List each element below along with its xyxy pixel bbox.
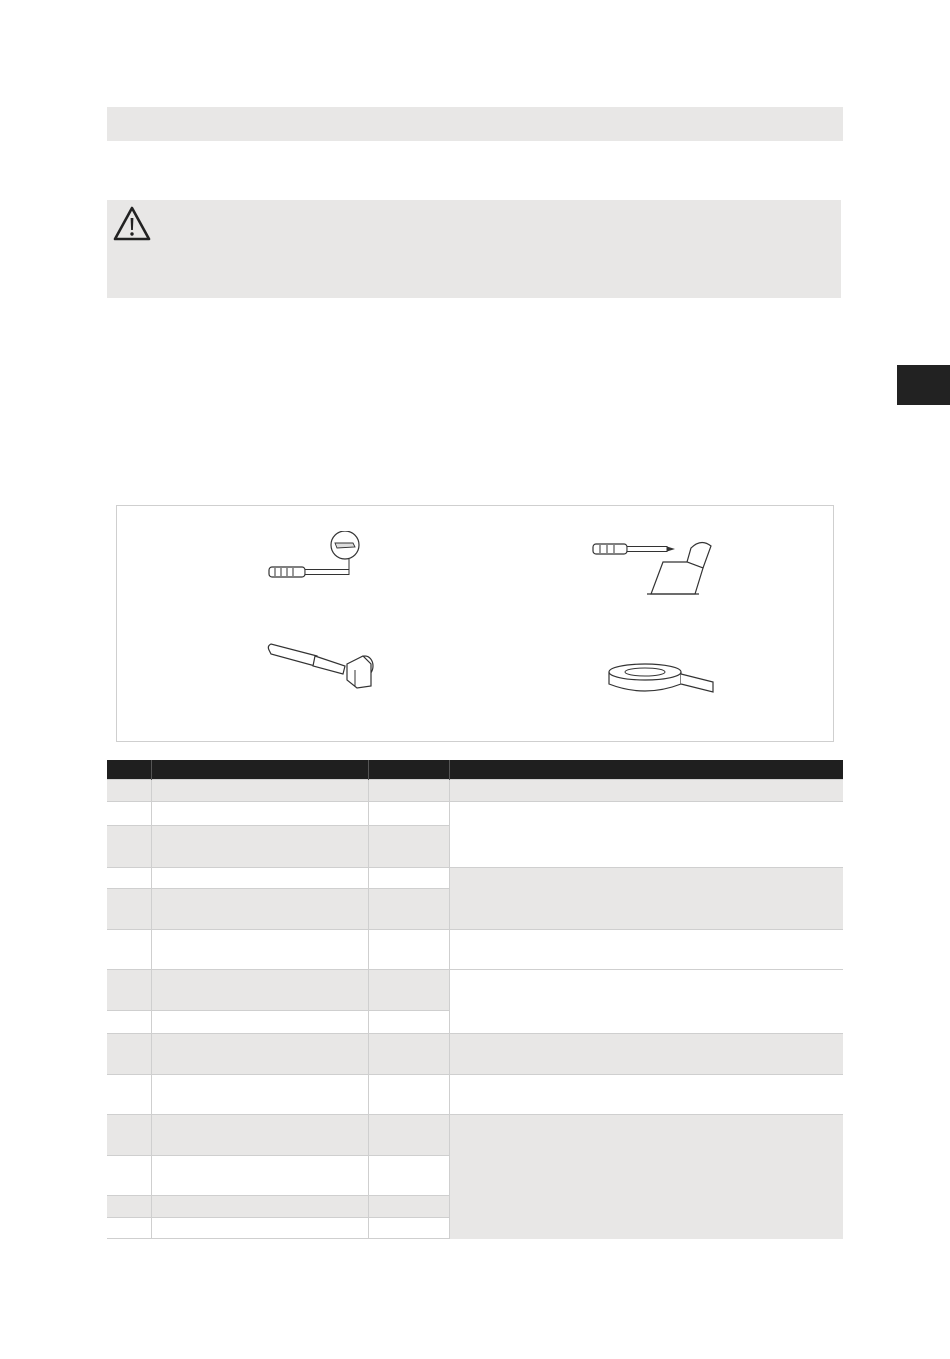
tool-insulation-tape — [607, 658, 717, 698]
row-note — [449, 970, 843, 1034]
row-qty — [368, 1218, 449, 1239]
table-header-row — [107, 760, 843, 780]
chapter-side-tab — [897, 365, 950, 405]
row-name — [151, 1075, 368, 1115]
warning-box — [107, 200, 841, 298]
row-name — [151, 868, 368, 889]
row-number — [107, 1034, 151, 1075]
parts-table — [107, 760, 843, 1239]
tool-mallet — [267, 636, 387, 696]
row-number — [107, 1156, 151, 1196]
row-number — [107, 780, 151, 802]
screwdriver-crimp-icon — [591, 534, 721, 604]
row-name — [151, 1156, 368, 1196]
warning-triangle-icon — [112, 205, 152, 243]
row-name — [151, 930, 368, 970]
row-name — [151, 802, 368, 826]
row-qty — [368, 1156, 449, 1196]
tool-hex-screwdriver — [267, 531, 367, 591]
section-heading-bar — [107, 107, 843, 141]
table-row — [107, 970, 843, 1011]
table-row — [107, 868, 843, 889]
row-qty — [368, 826, 449, 868]
row-number — [107, 826, 151, 868]
row-name — [151, 1034, 368, 1075]
row-name — [151, 780, 368, 802]
row-qty — [368, 1011, 449, 1034]
row-qty — [368, 780, 449, 802]
row-qty — [368, 1115, 449, 1156]
row-qty — [368, 802, 449, 826]
table-row — [107, 1075, 843, 1115]
row-name — [151, 970, 368, 1011]
row-name — [151, 1115, 368, 1156]
row-name — [151, 1218, 368, 1239]
row-qty — [368, 930, 449, 970]
table-row — [107, 930, 843, 970]
column-header-no — [107, 760, 151, 780]
row-note — [449, 1075, 843, 1115]
row-note — [449, 802, 843, 868]
row-number — [107, 1218, 151, 1239]
row-note — [449, 780, 843, 802]
row-qty — [368, 868, 449, 889]
table-row — [107, 1115, 843, 1156]
row-number — [107, 1011, 151, 1034]
required-tools-panel — [116, 505, 834, 742]
row-name — [151, 1196, 368, 1218]
row-name — [151, 1011, 368, 1034]
mallet-icon — [267, 636, 387, 696]
hex-screwdriver-icon — [267, 531, 367, 591]
table-row — [107, 780, 843, 802]
row-note — [449, 1115, 843, 1239]
table-row — [107, 802, 843, 826]
row-number — [107, 1115, 151, 1156]
row-qty — [368, 970, 449, 1011]
column-header-qty — [368, 760, 449, 780]
row-name — [151, 889, 368, 930]
row-note — [449, 930, 843, 970]
row-qty — [368, 889, 449, 930]
row-note — [449, 868, 843, 930]
row-qty — [368, 1196, 449, 1218]
row-number — [107, 1075, 151, 1115]
row-note — [449, 1034, 843, 1075]
column-header-note — [449, 760, 843, 780]
column-header-name — [151, 760, 368, 780]
row-qty — [368, 1034, 449, 1075]
insulation-tape-icon — [607, 658, 717, 698]
row-name — [151, 826, 368, 868]
row-number — [107, 930, 151, 970]
row-qty — [368, 1075, 449, 1115]
row-number — [107, 802, 151, 826]
row-number — [107, 1196, 151, 1218]
row-number — [107, 970, 151, 1011]
table-row — [107, 1034, 843, 1075]
row-number — [107, 868, 151, 889]
row-number — [107, 889, 151, 930]
tool-screwdriver-crimp — [591, 534, 721, 604]
